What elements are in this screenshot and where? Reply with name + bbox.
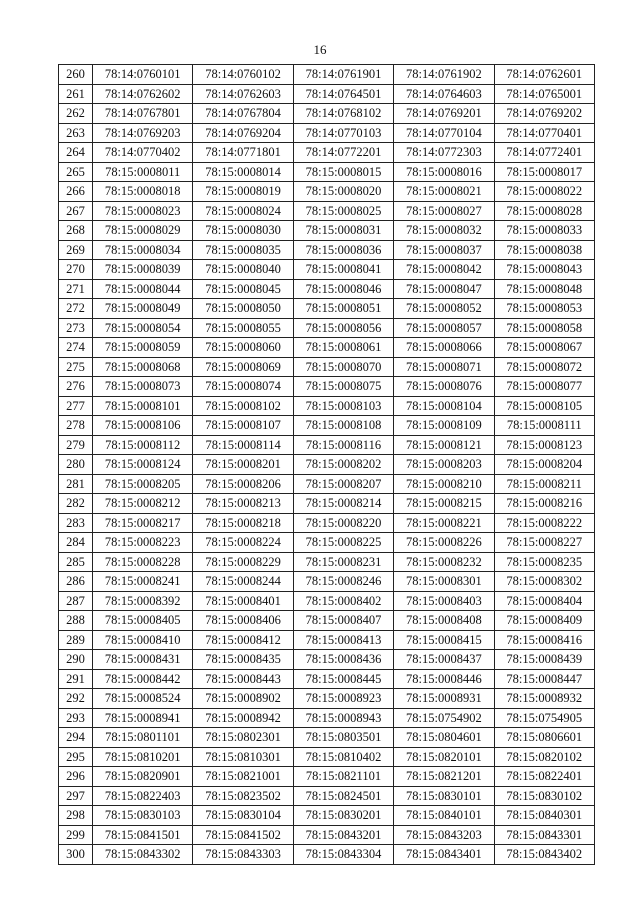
cadastral-number-cell: 78:15:0843402 xyxy=(494,845,594,865)
row-number-cell: 277 xyxy=(59,396,93,416)
cadastral-number-cell: 78:15:0843203 xyxy=(394,825,494,845)
row-number-cell: 271 xyxy=(59,279,93,299)
table-row xyxy=(59,786,595,806)
cadastral-number-cell: 78:15:0008048 xyxy=(494,279,594,299)
cadastral-number-cell: 78:14:0770402 xyxy=(93,143,193,163)
cadastral-number-cell: 78:15:0754905 xyxy=(494,708,594,728)
cadastral-number-cell: 78:15:0008445 xyxy=(293,669,393,689)
table-row xyxy=(59,182,595,202)
cadastral-number-cell: 78:15:0008068 xyxy=(93,357,193,377)
table-row xyxy=(59,123,595,143)
cadastral-number-cell: 78:15:0008112 xyxy=(93,435,193,455)
table-row xyxy=(59,728,595,748)
table-row xyxy=(59,318,595,338)
row-number-cell: 260 xyxy=(59,65,93,85)
cadastral-number-cell: 78:15:0822403 xyxy=(93,786,193,806)
cadastral-number-cell: 78:15:0008222 xyxy=(494,513,594,533)
cadastral-number-cell: 78:15:0008524 xyxy=(93,689,193,709)
cadastral-number-cell: 78:15:0830101 xyxy=(394,786,494,806)
table-row xyxy=(59,689,595,709)
cadastral-number-cell: 78:15:0008403 xyxy=(394,591,494,611)
row-number-cell: 279 xyxy=(59,435,93,455)
cadastral-number-cell: 78:15:0008223 xyxy=(93,533,193,553)
row-number-cell: 268 xyxy=(59,221,93,241)
cadastral-number-cell: 78:15:0802301 xyxy=(193,728,293,748)
row-number-cell: 269 xyxy=(59,240,93,260)
table-row xyxy=(59,201,595,221)
cadastral-number-cell: 78:15:0008447 xyxy=(494,669,594,689)
cadastral-number-cell: 78:15:0008019 xyxy=(193,182,293,202)
cadastral-number-cell: 78:15:0008041 xyxy=(293,260,393,280)
cadastral-number-cell: 78:15:0008228 xyxy=(93,552,193,572)
cadastral-number-cell: 78:15:0008058 xyxy=(494,318,594,338)
table-row xyxy=(59,806,595,826)
cadastral-number-cell: 78:15:0008210 xyxy=(394,474,494,494)
cadastral-number-cell: 78:15:0008042 xyxy=(394,260,494,280)
row-number-cell: 285 xyxy=(59,552,93,572)
table-row xyxy=(59,84,595,104)
cadastral-number-cell: 78:15:0008207 xyxy=(293,474,393,494)
cadastral-number-cell: 78:14:0761901 xyxy=(293,65,393,85)
row-number-cell: 262 xyxy=(59,104,93,124)
table-row xyxy=(59,396,595,416)
cadastral-number-cell: 78:15:0843201 xyxy=(293,825,393,845)
cadastral-number-cell: 78:15:0008020 xyxy=(293,182,393,202)
cadastral-number-cell: 78:15:0008123 xyxy=(494,435,594,455)
cadastral-number-cell: 78:15:0810201 xyxy=(93,747,193,767)
row-number-cell: 293 xyxy=(59,708,93,728)
cadastral-number-cell: 78:15:0008061 xyxy=(293,338,393,358)
row-number-cell: 284 xyxy=(59,533,93,553)
cadastral-number-cell: 78:14:0764603 xyxy=(394,84,494,104)
cadastral-number-cell: 78:15:0008071 xyxy=(394,357,494,377)
cadastral-number-cell: 78:15:0008073 xyxy=(93,377,193,397)
cadastral-number-cell: 78:15:0840301 xyxy=(494,806,594,826)
row-number-cell: 289 xyxy=(59,630,93,650)
cadastral-number-cell: 78:15:0843304 xyxy=(293,845,393,865)
cadastral-number-cell: 78:14:0770401 xyxy=(494,123,594,143)
cadastral-number-cell: 78:15:0008116 xyxy=(293,435,393,455)
table-row xyxy=(59,630,595,650)
cadastral-number-cell: 78:15:0008021 xyxy=(394,182,494,202)
cadastral-number-cell: 78:15:0008214 xyxy=(293,494,393,514)
cadastral-number-cell: 78:15:0008431 xyxy=(93,650,193,670)
cadastral-number-cell: 78:15:0008301 xyxy=(394,572,494,592)
cadastral-number-cell: 78:15:0008017 xyxy=(494,162,594,182)
cadastral-number-cell: 78:14:0770103 xyxy=(293,123,393,143)
cadastral-number-cell: 78:15:0820901 xyxy=(93,767,193,787)
cadastral-number-cell: 78:15:0820101 xyxy=(394,747,494,767)
row-number-cell: 292 xyxy=(59,689,93,709)
cadastral-number-cell: 78:15:0008030 xyxy=(193,221,293,241)
cadastral-number-cell: 78:14:0769203 xyxy=(93,123,193,143)
row-number-cell: 296 xyxy=(59,767,93,787)
cadastral-number-cell: 78:15:0008408 xyxy=(394,611,494,631)
cadastral-number-cell: 78:15:0008057 xyxy=(394,318,494,338)
cadastral-number-cell: 78:15:0843302 xyxy=(93,845,193,865)
cadastral-number-cell: 78:15:0008076 xyxy=(394,377,494,397)
cadastral-number-cell: 78:15:0008225 xyxy=(293,533,393,553)
row-number-cell: 272 xyxy=(59,299,93,319)
cadastral-number-cell: 78:15:0008392 xyxy=(93,591,193,611)
cadastral-number-cell: 78:15:0008018 xyxy=(93,182,193,202)
cadastral-number-cell: 78:15:0008105 xyxy=(494,396,594,416)
table-row xyxy=(59,669,595,689)
cadastral-number-cell: 78:15:0830102 xyxy=(494,786,594,806)
cadastral-number-cell: 78:15:0008109 xyxy=(394,416,494,436)
table-row xyxy=(59,435,595,455)
row-number-cell: 267 xyxy=(59,201,93,221)
cadastral-number-cell: 78:15:0008075 xyxy=(293,377,393,397)
cadastral-number-cell: 78:14:0767801 xyxy=(93,104,193,124)
cadastral-number-cell: 78:15:0008045 xyxy=(193,279,293,299)
cadastral-number-cell: 78:14:0768102 xyxy=(293,104,393,124)
cadastral-number-cell: 78:15:0008023 xyxy=(93,201,193,221)
cadastral-number-cell: 78:15:0008902 xyxy=(193,689,293,709)
row-number-cell: 280 xyxy=(59,455,93,475)
table-row xyxy=(59,240,595,260)
table-row xyxy=(59,494,595,514)
cadastral-number-cell: 78:15:0008416 xyxy=(494,630,594,650)
cadastral-number-cell: 78:15:0008037 xyxy=(394,240,494,260)
cadastral-number-cell: 78:15:0008036 xyxy=(293,240,393,260)
cadastral-number-cell: 78:15:0830201 xyxy=(293,806,393,826)
table-row xyxy=(59,104,595,124)
table-row xyxy=(59,377,595,397)
row-number-cell: 275 xyxy=(59,357,93,377)
cadastral-number-cell: 78:15:0008111 xyxy=(494,416,594,436)
cadastral-number-cell: 78:15:0008047 xyxy=(394,279,494,299)
cadastral-number-cell: 78:15:0803501 xyxy=(293,728,393,748)
cadastral-number-cell: 78:15:0008215 xyxy=(394,494,494,514)
cadastral-number-cell: 78:14:0760101 xyxy=(93,65,193,85)
cadastral-number-cell: 78:15:0830104 xyxy=(193,806,293,826)
row-number-cell: 273 xyxy=(59,318,93,338)
row-number-cell: 297 xyxy=(59,786,93,806)
cadastral-number-cell: 78:15:0754902 xyxy=(394,708,494,728)
cadastral-number-cell: 78:15:0008205 xyxy=(93,474,193,494)
cadastral-number-cell: 78:15:0008407 xyxy=(293,611,393,631)
cadastral-number-cell: 78:14:0769202 xyxy=(494,104,594,124)
cadastral-number-cell: 78:15:0008206 xyxy=(193,474,293,494)
cadastral-number-cell: 78:15:0008932 xyxy=(494,689,594,709)
cadastral-number-cell: 78:15:0008027 xyxy=(394,201,494,221)
cadastral-number-cell: 78:15:0843303 xyxy=(193,845,293,865)
cadastral-number-cell: 78:15:0841502 xyxy=(193,825,293,845)
row-number-cell: 287 xyxy=(59,591,93,611)
cadastral-number-cell: 78:15:0008401 xyxy=(193,591,293,611)
cadastral-number-cell: 78:14:0762601 xyxy=(494,65,594,85)
cadastral-number-cell: 78:15:0008412 xyxy=(193,630,293,650)
cadastral-number-cell: 78:15:0810402 xyxy=(293,747,393,767)
cadastral-number-cell: 78:15:0008107 xyxy=(193,416,293,436)
table-row xyxy=(59,299,595,319)
cadastral-number-cell: 78:15:0008033 xyxy=(494,221,594,241)
cadastral-number-cell: 78:15:0008204 xyxy=(494,455,594,475)
cadastral-number-cell: 78:15:0008221 xyxy=(394,513,494,533)
cadastral-number-cell: 78:15:0008220 xyxy=(293,513,393,533)
cadastral-number-cell: 78:15:0008049 xyxy=(93,299,193,319)
cadastral-number-cell: 78:15:0843301 xyxy=(494,825,594,845)
cadastral-number-cell: 78:15:0008103 xyxy=(293,396,393,416)
cadastral-number-cell: 78:15:0008413 xyxy=(293,630,393,650)
cadastral-number-cell: 78:15:0008056 xyxy=(293,318,393,338)
cadastral-number-cell: 78:15:0008032 xyxy=(394,221,494,241)
cadastral-number-cell: 78:15:0008114 xyxy=(193,435,293,455)
cadastral-number-cell: 78:15:0008436 xyxy=(293,650,393,670)
cadastral-number-cell: 78:15:0822401 xyxy=(494,767,594,787)
cadastral-number-cell: 78:15:0008435 xyxy=(193,650,293,670)
row-number-cell: 294 xyxy=(59,728,93,748)
row-number-cell: 282 xyxy=(59,494,93,514)
cadastral-number-cell: 78:15:0008235 xyxy=(494,552,594,572)
cadastral-number-cell: 78:15:0008051 xyxy=(293,299,393,319)
cadastral-number-cell: 78:15:0821101 xyxy=(293,767,393,787)
cadastral-number-cell: 78:15:0008202 xyxy=(293,455,393,475)
row-number-cell: 291 xyxy=(59,669,93,689)
cadastral-number-cell: 78:15:0008402 xyxy=(293,591,393,611)
cadastral-number-cell: 78:15:0008213 xyxy=(193,494,293,514)
table-row xyxy=(59,279,595,299)
cadastral-number-cell: 78:15:0008031 xyxy=(293,221,393,241)
cadastral-number-cell: 78:14:0760102 xyxy=(193,65,293,85)
table-row xyxy=(59,572,595,592)
cadastral-number-cell: 78:15:0820102 xyxy=(494,747,594,767)
cadastral-number-cell: 78:15:0008931 xyxy=(394,689,494,709)
cadastral-number-cell: 78:15:0008437 xyxy=(394,650,494,670)
cadastral-number-cell: 78:15:0008941 xyxy=(93,708,193,728)
cadastral-number-cell: 78:15:0008227 xyxy=(494,533,594,553)
cadastral-number-cell: 78:15:0008046 xyxy=(293,279,393,299)
table-row xyxy=(59,591,595,611)
cadastral-number-cell: 78:15:0008016 xyxy=(394,162,494,182)
table-row xyxy=(59,825,595,845)
row-number-cell: 290 xyxy=(59,650,93,670)
cadastral-number-cell: 78:15:0843401 xyxy=(394,845,494,865)
table-row xyxy=(59,767,595,787)
table-row xyxy=(59,416,595,436)
cadastral-number-cell: 78:15:0008022 xyxy=(494,182,594,202)
cadastral-number-cell: 78:15:0008229 xyxy=(193,552,293,572)
cadastral-number-cell: 78:15:0008415 xyxy=(394,630,494,650)
cadastral-number-cell: 78:15:0804601 xyxy=(394,728,494,748)
cadastral-number-cell: 78:15:0008102 xyxy=(193,396,293,416)
cadastral-number-cell: 78:15:0008410 xyxy=(93,630,193,650)
cadastral-number-cell: 78:15:0008439 xyxy=(494,650,594,670)
row-number-cell: 274 xyxy=(59,338,93,358)
table-row xyxy=(59,611,595,631)
cadastral-number-cell: 78:15:0008409 xyxy=(494,611,594,631)
cadastral-number-cell: 78:14:0762602 xyxy=(93,84,193,104)
cadastral-number-cell: 78:15:0008040 xyxy=(193,260,293,280)
cadastral-number-cell: 78:14:0761902 xyxy=(394,65,494,85)
cadastral-number-cell: 78:15:0008074 xyxy=(193,377,293,397)
row-number-cell: 286 xyxy=(59,572,93,592)
cadastral-number-cell: 78:15:0008053 xyxy=(494,299,594,319)
cadastral-number-cell: 78:15:0008014 xyxy=(193,162,293,182)
row-number-cell: 281 xyxy=(59,474,93,494)
cadastral-number-cell: 78:15:0008059 xyxy=(93,338,193,358)
table-row xyxy=(59,650,595,670)
table-row xyxy=(59,338,595,358)
cadastral-number-cell: 78:15:0008224 xyxy=(193,533,293,553)
row-number-cell: 298 xyxy=(59,806,93,826)
cadastral-number-cell: 78:15:0008054 xyxy=(93,318,193,338)
cadastral-number-cell: 78:15:0008067 xyxy=(494,338,594,358)
cadastral-number-cell: 78:14:0772401 xyxy=(494,143,594,163)
cadastral-number-cell: 78:14:0770104 xyxy=(394,123,494,143)
table-row xyxy=(59,552,595,572)
cadastral-number-cell: 78:15:0008055 xyxy=(193,318,293,338)
table-row xyxy=(59,455,595,475)
cadastral-number-cell: 78:15:0008943 xyxy=(293,708,393,728)
cadastral-number-cell: 78:15:0008043 xyxy=(494,260,594,280)
cadastral-number-cell: 78:15:0008232 xyxy=(394,552,494,572)
cadastral-number-cell: 78:15:0008217 xyxy=(93,513,193,533)
row-number-cell: 263 xyxy=(59,123,93,143)
cadastral-number-cell: 78:15:0008101 xyxy=(93,396,193,416)
cadastral-number-cell: 78:15:0008108 xyxy=(293,416,393,436)
table-row xyxy=(59,143,595,163)
table-row xyxy=(59,747,595,767)
page-number: 16 xyxy=(313,42,327,57)
cadastral-number-cell: 78:15:0008035 xyxy=(193,240,293,260)
cadastral-number-cell: 78:15:0840101 xyxy=(394,806,494,826)
table-row xyxy=(59,845,595,865)
table-row xyxy=(59,474,595,494)
cadastral-number-cell: 78:15:0008052 xyxy=(394,299,494,319)
row-number-cell: 288 xyxy=(59,611,93,631)
cadastral-number-cell: 78:15:0008104 xyxy=(394,396,494,416)
row-number-cell: 283 xyxy=(59,513,93,533)
cadastral-number-cell: 78:15:0008025 xyxy=(293,201,393,221)
cadastral-number-cell: 78:15:0008038 xyxy=(494,240,594,260)
cadastral-number-cell: 78:14:0769204 xyxy=(193,123,293,143)
cadastral-number-cell: 78:15:0008442 xyxy=(93,669,193,689)
cadastral-number-cell: 78:15:0008015 xyxy=(293,162,393,182)
cadastral-number-cell: 78:15:0008212 xyxy=(93,494,193,514)
cadastral-number-cell: 78:14:0771801 xyxy=(193,143,293,163)
row-number-cell: 264 xyxy=(59,143,93,163)
row-number-cell: 276 xyxy=(59,377,93,397)
cadastral-number-cell: 78:15:0008034 xyxy=(93,240,193,260)
table-row xyxy=(59,708,595,728)
row-number-cell: 270 xyxy=(59,260,93,280)
cadastral-number-cell: 78:15:0008244 xyxy=(193,572,293,592)
table-body xyxy=(59,65,595,865)
cadastral-number-cell: 78:15:0008406 xyxy=(193,611,293,631)
cadastral-number-cell: 78:15:0008124 xyxy=(93,455,193,475)
row-number-cell: 295 xyxy=(59,747,93,767)
cadastral-number-cell: 78:15:0008044 xyxy=(93,279,193,299)
row-number-cell: 300 xyxy=(59,845,93,865)
cadastral-number-cell: 78:15:0008923 xyxy=(293,689,393,709)
cadastral-number-cell: 78:15:0008106 xyxy=(93,416,193,436)
cadastral-number-cell: 78:15:0008029 xyxy=(93,221,193,241)
cadastral-number-cell: 78:15:0008121 xyxy=(394,435,494,455)
cadastral-number-cell: 78:14:0772201 xyxy=(293,143,393,163)
cadastral-number-cell: 78:15:0806601 xyxy=(494,728,594,748)
cadastral-number-cell: 78:15:0008216 xyxy=(494,494,594,514)
cadastral-number-cell: 78:15:0810301 xyxy=(193,747,293,767)
row-number-cell: 265 xyxy=(59,162,93,182)
cadastral-number-cell: 78:15:0008066 xyxy=(394,338,494,358)
table-row xyxy=(59,221,595,241)
cadastral-number-cell: 78:15:0824501 xyxy=(293,786,393,806)
cadastral-number-cell: 78:15:0008302 xyxy=(494,572,594,592)
cadastral-number-cell: 78:15:0008942 xyxy=(193,708,293,728)
cadastral-number-cell: 78:15:0008231 xyxy=(293,552,393,572)
cadastral-number-cell: 78:14:0765001 xyxy=(494,84,594,104)
cadastral-number-cell: 78:15:0008060 xyxy=(193,338,293,358)
table-row xyxy=(59,260,595,280)
cadastral-number-cell: 78:15:0008039 xyxy=(93,260,193,280)
cadastral-number-cell: 78:15:0008211 xyxy=(494,474,594,494)
cadastral-number-cell: 78:15:0008069 xyxy=(193,357,293,377)
table-row xyxy=(59,513,595,533)
row-number-cell: 261 xyxy=(59,84,93,104)
cadastral-number-cell: 78:15:0008203 xyxy=(394,455,494,475)
cadastral-number-cell: 78:15:0008028 xyxy=(494,201,594,221)
table-row xyxy=(59,533,595,553)
cadastral-number-cell: 78:15:0801101 xyxy=(93,728,193,748)
cadastral-number-cell: 78:14:0769201 xyxy=(394,104,494,124)
cadastral-number-cell: 78:15:0008218 xyxy=(193,513,293,533)
row-number-cell: 266 xyxy=(59,182,93,202)
cadastral-number-cell: 78:15:0008072 xyxy=(494,357,594,377)
row-number-cell: 299 xyxy=(59,825,93,845)
cadastral-number-cell: 78:15:0008405 xyxy=(93,611,193,631)
cadastral-number-cell: 78:15:0008241 xyxy=(93,572,193,592)
cadastral-number-cell: 78:15:0008077 xyxy=(494,377,594,397)
cadastral-number-cell: 78:15:0008011 xyxy=(93,162,193,182)
cadastral-number-cell: 78:15:0008404 xyxy=(494,591,594,611)
cadastral-number-cell: 78:15:0008226 xyxy=(394,533,494,553)
cadastral-number-table xyxy=(58,64,595,865)
table-row xyxy=(59,357,595,377)
cadastral-number-cell: 78:14:0772303 xyxy=(394,143,494,163)
cadastral-number-cell: 78:15:0821201 xyxy=(394,767,494,787)
cadastral-number-cell: 78:15:0008443 xyxy=(193,669,293,689)
cadastral-number-cell: 78:15:0821001 xyxy=(193,767,293,787)
cadastral-number-cell: 78:15:0008446 xyxy=(394,669,494,689)
cadastral-number-cell: 78:14:0764501 xyxy=(293,84,393,104)
cadastral-number-cell: 78:15:0008024 xyxy=(193,201,293,221)
cadastral-number-cell: 78:15:0830103 xyxy=(93,806,193,826)
cadastral-number-cell: 78:14:0762603 xyxy=(193,84,293,104)
cadastral-number-cell: 78:15:0841501 xyxy=(93,825,193,845)
cadastral-number-cell: 78:15:0008070 xyxy=(293,357,393,377)
cadastral-number-cell: 78:15:0008201 xyxy=(193,455,293,475)
cadastral-number-cell: 78:14:0767804 xyxy=(193,104,293,124)
row-number-cell: 278 xyxy=(59,416,93,436)
cadastral-number-cell: 78:15:0823502 xyxy=(193,786,293,806)
table-row xyxy=(59,65,595,85)
table-row xyxy=(59,162,595,182)
cadastral-number-cell: 78:15:0008050 xyxy=(193,299,293,319)
cadastral-number-cell: 78:15:0008246 xyxy=(293,572,393,592)
